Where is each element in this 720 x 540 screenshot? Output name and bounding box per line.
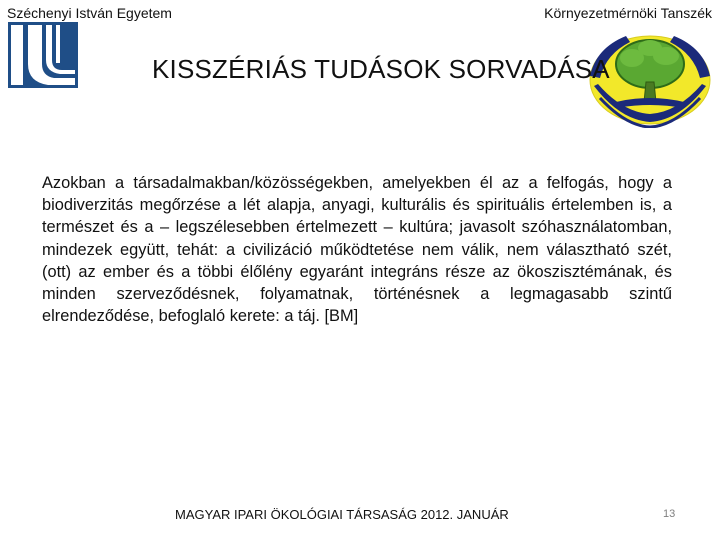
footer-text: MAGYAR IPARI ÖKOLÓGIAI TÁRSASÁG 2012. JANUÁR <box>175 507 509 522</box>
header-university-name: Széchenyi István Egyetem <box>7 5 172 21</box>
slide-title: KISSZÉRIÁS TUDÁSOK SORVADÁSA <box>152 54 610 84</box>
page-number: 13 <box>663 508 676 520</box>
university-logo-icon <box>8 22 78 88</box>
slide-body-text: Azokban a társadalmakban/közösségekben, amelyekben él az a felfogás, hogy a biodiverzitás megőrzése a lét alapja, anyagi, kulturális és spirituális értelemben is, a természet és a – legszélesebben értelmezett – kultúra; javasolt szóhasználatomban, mindezek együtt, tehát: a civilizáció működtetése nem válik, nem választható szét, (ott) az ember és a többi élőlény egyaránt integráns része az ökoszisztémának, és minden szerveződésnek, folyamatnak, történésnek a legmagasabb szintű elrendeződése, befoglaló kerete: a táj. [BM] <box>42 174 672 326</box>
header-department-name: Környezetmérnöki Tanszék <box>544 5 712 21</box>
